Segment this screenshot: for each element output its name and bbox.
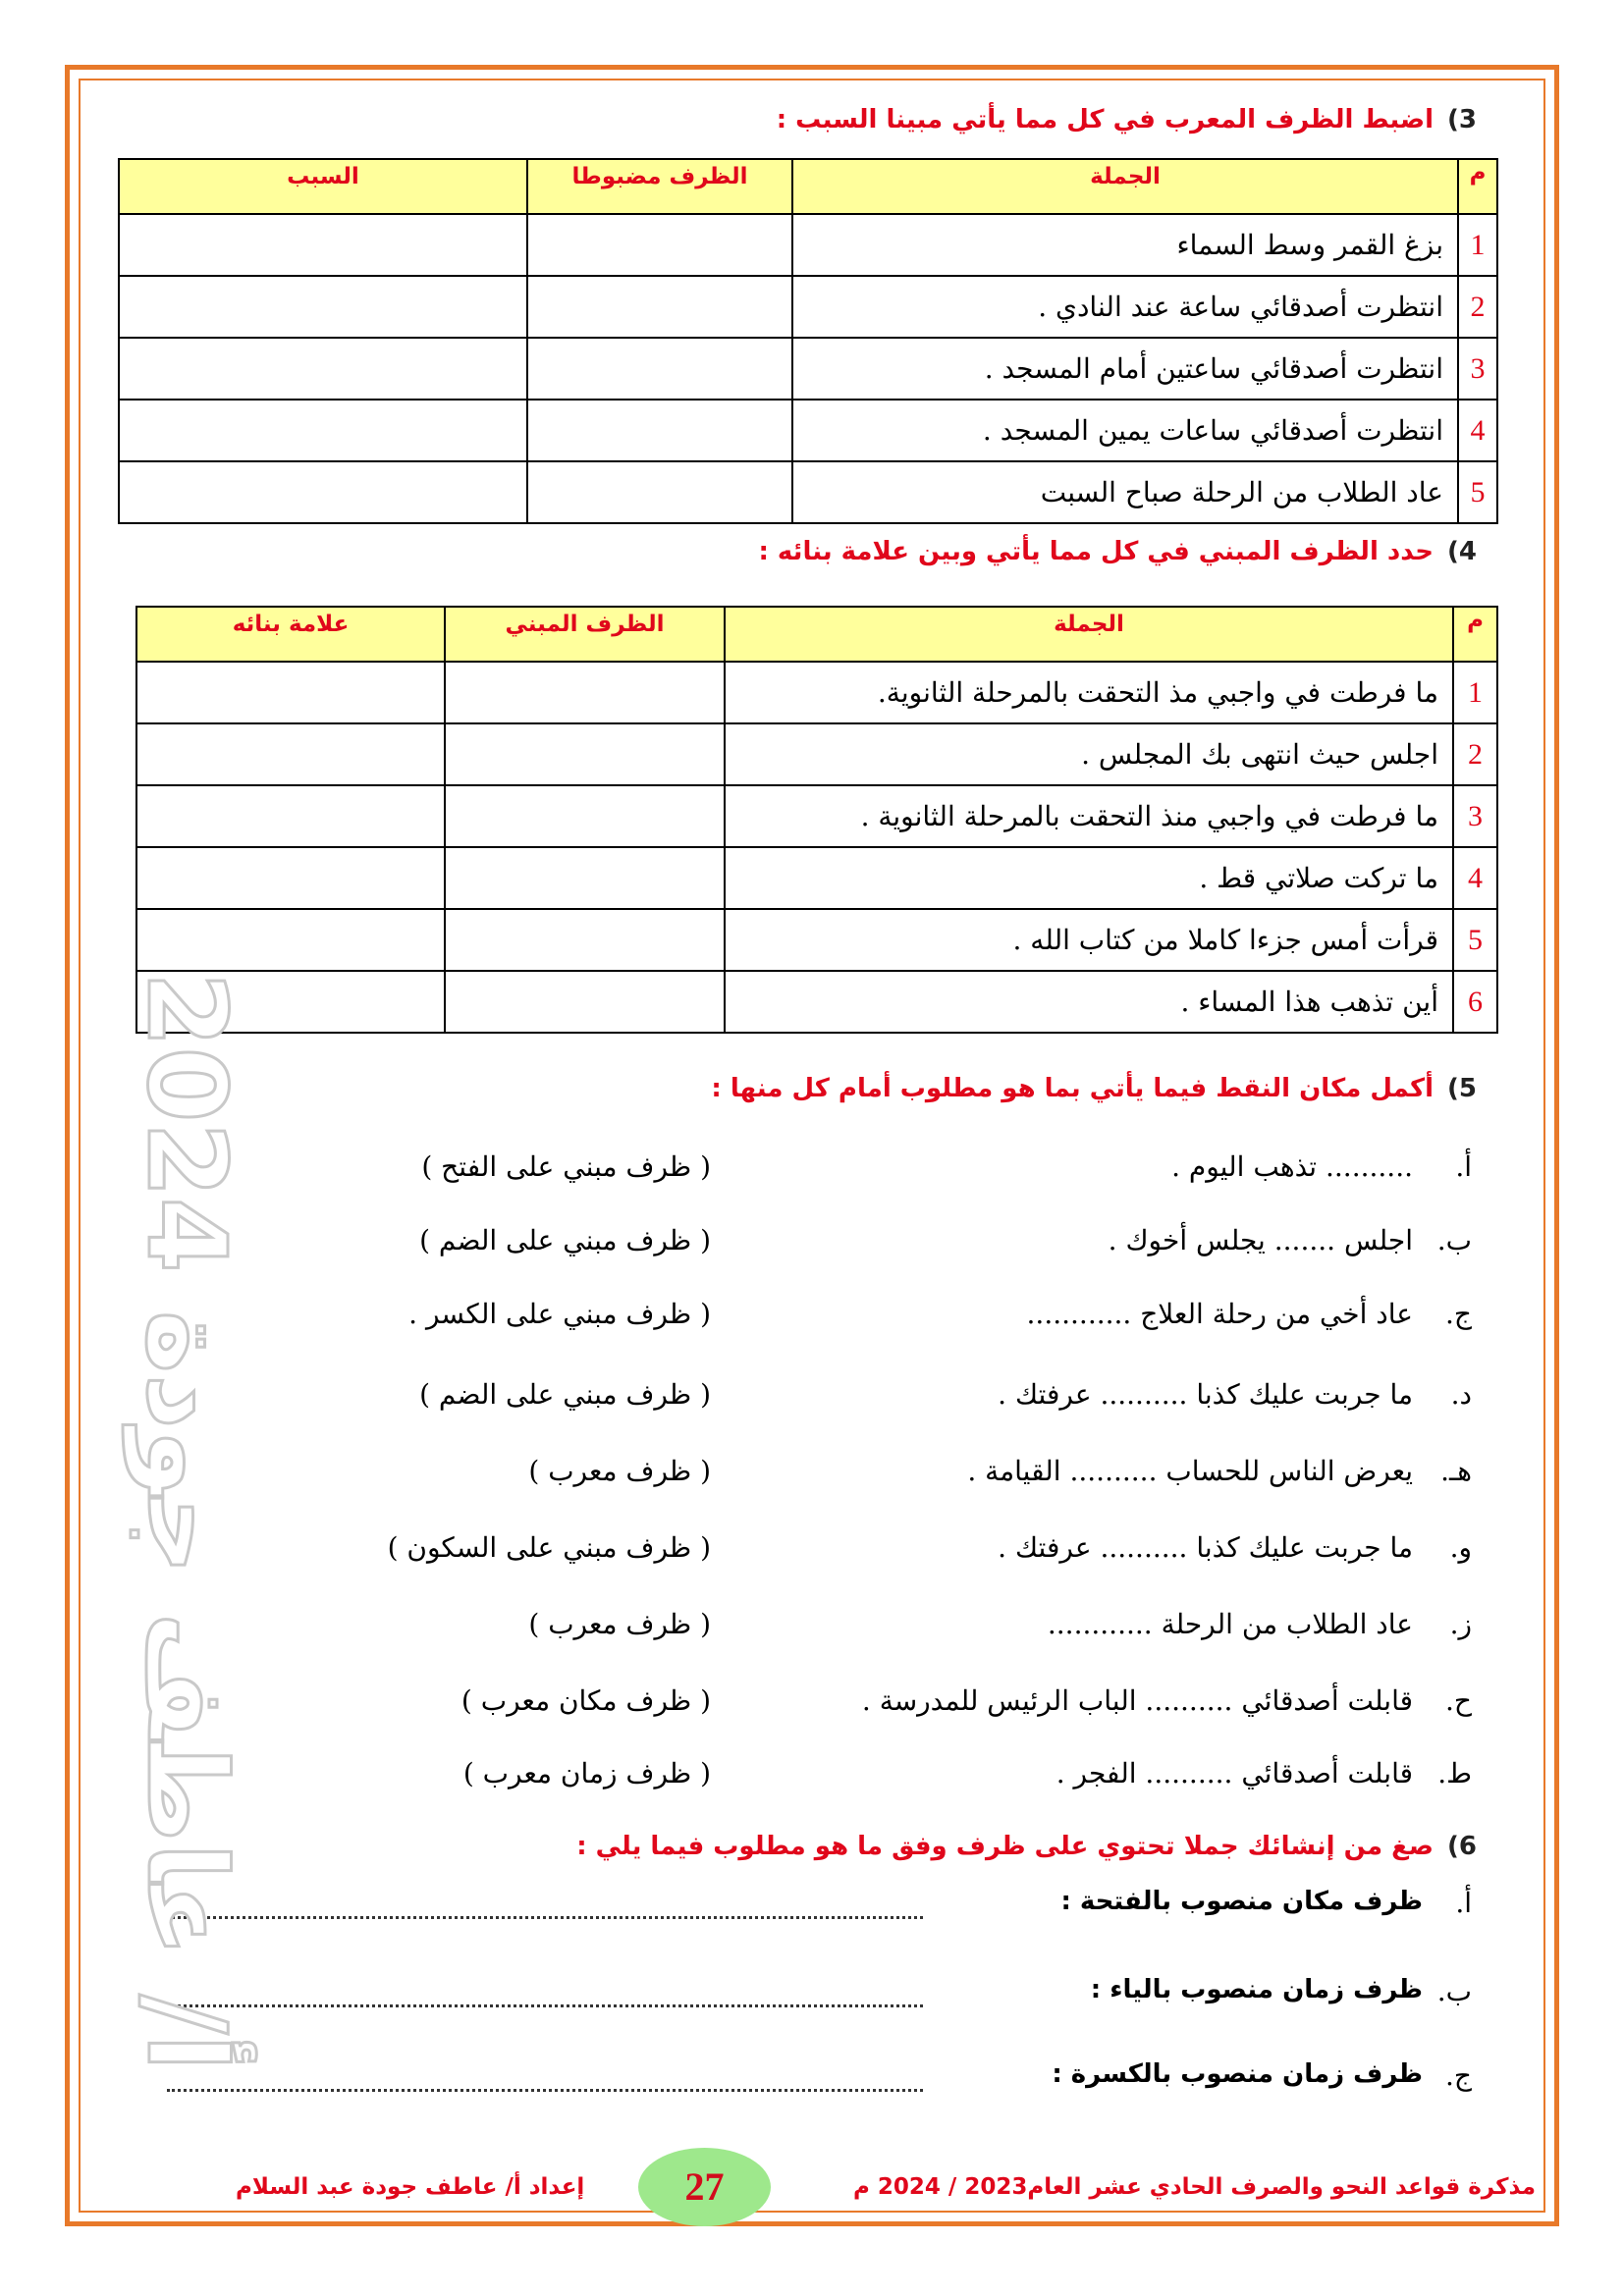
- answer-cell-sign[interactable]: [136, 847, 445, 909]
- answer-cell-reason[interactable]: [119, 400, 527, 461]
- table-row: [136, 971, 1497, 1033]
- header-sentence: الجملة: [792, 159, 1458, 214]
- answer-cell-sign[interactable]: [136, 723, 445, 785]
- row-sentence: أين تذهب هذا المساء .: [725, 971, 1453, 1033]
- item-letter: ز.: [1449, 1608, 1472, 1640]
- answer-cell-adverb[interactable]: [445, 785, 725, 847]
- row-sentence: بزغ القمر وسط السماء: [792, 214, 1458, 276]
- answer-cell-adverb[interactable]: [527, 400, 792, 461]
- item-letter: ح.: [1445, 1684, 1472, 1717]
- section5-number: 5): [1447, 1074, 1477, 1103]
- row-number: 2: [1458, 276, 1497, 338]
- section4-title-text: حدد الظرف المبني في كل مما يأتي وبين علامة بنائه :: [758, 537, 1435, 566]
- answer-line[interactable]: [167, 1916, 923, 1919]
- header-sign: علامة بنائه: [136, 607, 445, 662]
- item-sentence[interactable]: يعرض الناس للحساب .......... القيامة .: [967, 1455, 1413, 1487]
- answer-cell-adverb[interactable]: [527, 461, 792, 523]
- table-row: [136, 723, 1497, 785]
- watermark-text: أ/ عاطف جودة 2024: [124, 972, 249, 2071]
- header-num: م: [1453, 607, 1497, 662]
- section3-title-text: اضبط الظرف المعرب في كل مما يأتي مبينا السبب :: [776, 105, 1435, 134]
- table-row: [119, 461, 1497, 523]
- header-adverb: الظرف المبني: [445, 607, 725, 662]
- answer-cell-reason[interactable]: [119, 214, 527, 276]
- item-sentence[interactable]: ما جربت عليك كذبا .......... عرفتك .: [998, 1531, 1413, 1564]
- item-label: ظرف زمان منصوب بالياء :: [1090, 1975, 1423, 2004]
- footer-book-title: مذكرة قواعد النحو والصرف الحادي عشر العام2023 / 2024 م: [853, 2174, 1536, 2200]
- row-number: 1: [1458, 214, 1497, 276]
- page-number-badge: 27: [638, 2148, 771, 2226]
- item-sentence[interactable]: عاد أخي من رحلة العلاج ............: [1026, 1298, 1413, 1330]
- answer-line[interactable]: [167, 2004, 923, 2007]
- answer-cell-adverb[interactable]: [445, 847, 725, 909]
- item-letter: أ.: [1455, 1150, 1472, 1183]
- table-header-row: [136, 607, 1497, 662]
- row-number: 4: [1453, 847, 1497, 909]
- item-label: ظرف مكان منصوب بالفتحة :: [1060, 1887, 1423, 1916]
- item-hint: ( ظرف مبني على الفتح ): [421, 1150, 711, 1183]
- item-sentence[interactable]: ما جربت عليك كذبا .......... عرفتك .: [998, 1378, 1413, 1411]
- table-row: [119, 400, 1497, 461]
- header-reason: السبب: [119, 159, 527, 214]
- item-sentence[interactable]: اجلس ....... يجلس أخوك .: [1108, 1224, 1413, 1256]
- item-letter: أ.: [1455, 1887, 1472, 1919]
- row-sentence: اجلس حيث انتهى بك المجلس .: [725, 723, 1453, 785]
- table-row: [136, 847, 1497, 909]
- row-sentence: قرأت أمس جزءا كاملا من كتاب الله .: [725, 909, 1453, 971]
- row-number: 5: [1458, 461, 1497, 523]
- section5-title-text: أكمل مكان النقط فيما يأتي بما هو مطلوب أمام كل منها :: [711, 1074, 1435, 1103]
- row-number: 3: [1458, 338, 1497, 400]
- section3-table: [118, 158, 1498, 524]
- item-letter: ب.: [1436, 1224, 1472, 1256]
- table-row: [136, 909, 1497, 971]
- item-sentence[interactable]: عاد الطلاب من الرحلة ............: [1047, 1608, 1413, 1640]
- item-label: ظرف زمان منصوب بالكسرة :: [1052, 2059, 1423, 2089]
- section3-title: [777, 105, 1477, 134]
- item-hint: ( ظرف معرب ): [528, 1608, 711, 1640]
- row-sentence: ما فرطت في واجبي منذ التحقت بالمرحلة الثانوية .: [725, 785, 1453, 847]
- row-sentence: انتظرت أصدقائي ساعتين أمام المسجد .: [792, 338, 1458, 400]
- table-row: [119, 338, 1497, 400]
- item-sentence[interactable]: قابلت أصدقائي .......... الباب الرئيس للمدرسة .: [861, 1684, 1413, 1717]
- item-sentence[interactable]: .......... تذهب اليوم .: [1171, 1150, 1413, 1183]
- row-number: 4: [1458, 400, 1497, 461]
- answer-cell-sign[interactable]: [136, 909, 445, 971]
- item-hint: ( ظرف معرب ): [528, 1455, 711, 1487]
- item-hint: ( ظرف مبني على الكسر .: [408, 1298, 711, 1330]
- answer-cell-adverb[interactable]: [527, 338, 792, 400]
- section4-title: [758, 537, 1477, 566]
- item-letter: ب.: [1436, 1975, 1472, 2007]
- row-sentence: عاد الطلاب من الرحلة صباح السبت: [792, 461, 1458, 523]
- table-row: [119, 214, 1497, 276]
- table-header-row: [119, 159, 1497, 214]
- row-number: 1: [1453, 662, 1497, 723]
- row-sentence: انتظرت أصدقائي ساعة عند النادي .: [792, 276, 1458, 338]
- item-letter: و.: [1449, 1531, 1472, 1564]
- table-row: [136, 785, 1497, 847]
- row-sentence: ما فرطت في واجبي مذ التحقت بالمرحلة الثانوية.: [725, 662, 1453, 723]
- table-row: [136, 662, 1497, 723]
- row-sentence: ما تركت صلاتي قط .: [725, 847, 1453, 909]
- header-adverb: الظرف مضبوطا: [527, 159, 792, 214]
- answer-cell-reason[interactable]: [119, 461, 527, 523]
- row-number: 2: [1453, 723, 1497, 785]
- item-letter: ج.: [1445, 2059, 1472, 2092]
- watermark: [81, 972, 277, 2071]
- header-num: م: [1458, 159, 1497, 214]
- row-sentence: انتظرت أصدقائي ساعات يمين المسجد .: [792, 400, 1458, 461]
- header-sentence: الجملة: [725, 607, 1453, 662]
- answer-cell-reason[interactable]: [119, 276, 527, 338]
- section3-number: 3): [1447, 105, 1477, 134]
- answer-cell-sign[interactable]: [136, 785, 445, 847]
- item-hint: ( ظرف زمان معرب ): [462, 1757, 711, 1789]
- section6-number: 6): [1447, 1832, 1477, 1861]
- item-letter: د.: [1450, 1378, 1472, 1411]
- section6-title-text: صغ من إنشائك جملا تحتوي على ظرف وفق ما هو مطلوب فيما يلي :: [576, 1832, 1435, 1861]
- footer-author: إعداد أ/ عاطف جودة عبد السلام: [236, 2174, 585, 2200]
- section4-table: [135, 606, 1498, 1034]
- row-number: 5: [1453, 909, 1497, 971]
- item-letter: هـ.: [1440, 1455, 1472, 1487]
- table-row: [119, 276, 1497, 338]
- answer-cell-adverb[interactable]: [445, 909, 725, 971]
- item-letter: ط.: [1437, 1757, 1472, 1789]
- answer-cell-reason[interactable]: [119, 338, 527, 400]
- section6-title: [576, 1832, 1477, 1861]
- answer-cell-adverb[interactable]: [445, 723, 725, 785]
- answer-cell-adverb[interactable]: [527, 214, 792, 276]
- section5-title: [711, 1074, 1477, 1103]
- answer-line[interactable]: [167, 2089, 923, 2092]
- item-sentence[interactable]: قابلت أصدقائي .......... الفجر .: [1056, 1757, 1413, 1789]
- answer-cell-adverb[interactable]: [445, 971, 725, 1033]
- item-hint: ( ظرف مبني على الضم ): [419, 1378, 711, 1411]
- item-letter: ج.: [1445, 1298, 1472, 1330]
- answer-cell-adverb[interactable]: [445, 662, 725, 723]
- section4-number: 4): [1447, 537, 1477, 566]
- item-hint: ( ظرف مبني على الضم ): [419, 1224, 711, 1256]
- row-number: 3: [1453, 785, 1497, 847]
- answer-cell-sign[interactable]: [136, 662, 445, 723]
- answer-cell-adverb[interactable]: [527, 276, 792, 338]
- item-hint: ( ظرف مبني على السكون ): [387, 1531, 711, 1564]
- item-hint: ( ظرف مكان معرب ): [460, 1684, 711, 1717]
- row-number: 6: [1453, 971, 1497, 1033]
